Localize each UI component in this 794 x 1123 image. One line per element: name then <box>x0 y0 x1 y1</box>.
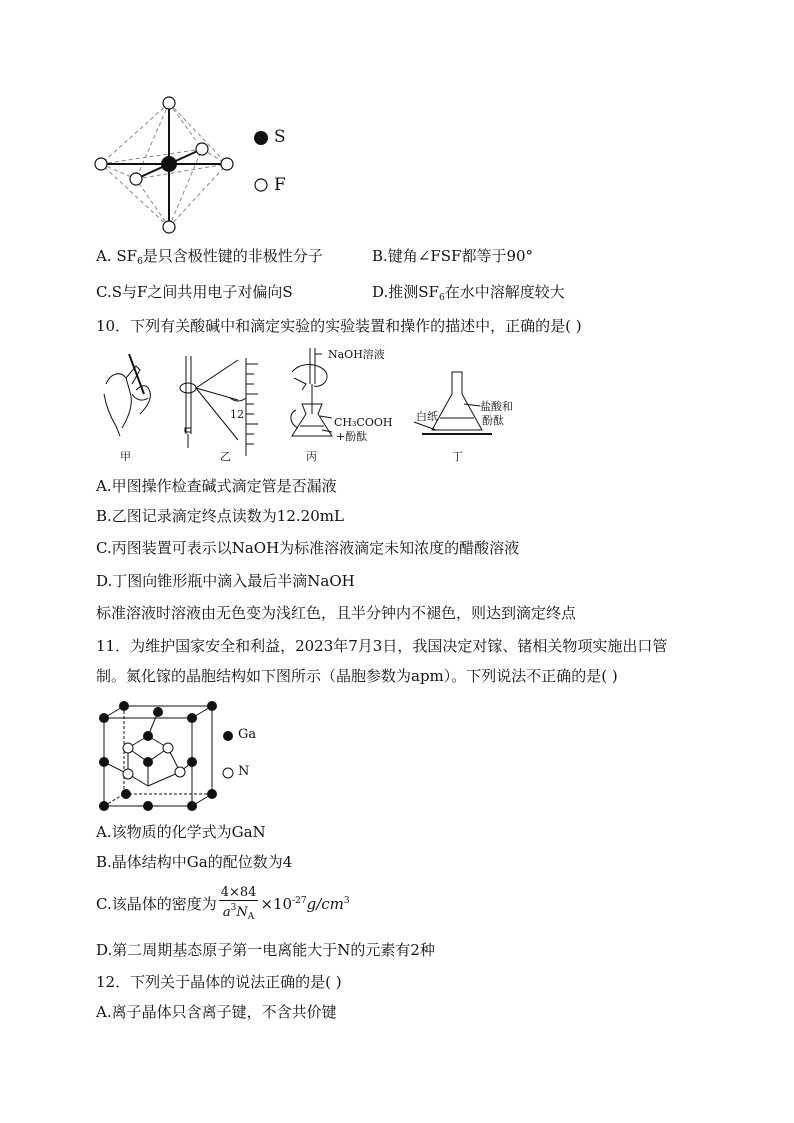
fig-label-ding: 丁 <box>452 450 463 463</box>
density-fraction: $\frac{4\times 84}{a^3N_A}$ <box>220 885 257 922</box>
fig-label-bing: 丙 <box>306 450 317 463</box>
q9-option-b[interactable]: B.键角∠FSF都等于90° <box>372 247 534 265</box>
sf6-octahedron-figure <box>90 90 240 240</box>
q9-option-a[interactable]: A. $SF_6$是只含极性键的非极性分子 <box>96 247 323 267</box>
legend-s-label: S <box>274 127 286 147</box>
q9-option-d[interactable]: D.推测$SF_6$在水中溶解度较大 <box>372 283 565 303</box>
q11-option-d[interactable]: D.第二周期基态原子第一电离能大于N的元素有2种 <box>96 941 435 959</box>
legend-ga-label: Ga <box>238 727 257 742</box>
fig-hcl-1: 盐酸和 <box>480 400 513 413</box>
legend-n-label: N <box>238 764 250 779</box>
fig-white-paper: 白纸 <box>416 410 438 423</box>
q9-option-c[interactable]: C.S与F之间共用电子对偏向S <box>96 283 293 301</box>
f-atom-legend-icon <box>254 178 268 192</box>
q11-option-a[interactable]: A.该物质的化学式为GaN <box>96 823 266 841</box>
fig-label-yi: 乙 <box>220 450 231 463</box>
q10-option-d[interactable]: D.丁图向锥形瓶中滴入最后半滴NaOH <box>96 572 355 590</box>
q11-stem-line1: 11．为维护国家安全和利益，2023年7月3日，我国决定对镓、锗相关物项实施出口管 <box>96 637 668 655</box>
q12-stem: 12．下列关于晶体的说法正确的是( ) <box>96 973 342 991</box>
legend-f-label: F <box>274 175 286 195</box>
fig-naoh: NaOH溶液 <box>328 348 385 361</box>
q12-option-a[interactable]: A.离子晶体只含离子键，不含共价键 <box>96 1003 337 1021</box>
q10-stem: 10．下列有关酸碱中和滴定实验的实验装置和操作的描述中，正确的是( ) <box>96 317 582 335</box>
q10-option-d-cont: 标准溶液时溶液由无色变为浅红色，且半分钟内不褪色，则达到滴定终点 <box>96 604 577 622</box>
fig-hcl-2: 酚酞 <box>482 414 504 427</box>
s-atom-legend-icon <box>253 130 269 146</box>
fig-reading: 12 <box>230 408 244 421</box>
q11-stem-line2: 制。氮化镓的晶胞结构如下图所示（晶胞参数为apm）。下列说法不正确的是( ) <box>96 667 618 685</box>
n-atom-legend-icon <box>222 767 234 779</box>
ga-atom-legend-icon <box>222 730 234 742</box>
q10-option-b[interactable]: B.乙图记录滴定终点读数为12.20mL <box>96 507 344 525</box>
fig-phenol: +酚酞 <box>336 430 368 443</box>
titration-figures <box>96 344 536 466</box>
fig-ch3cooh: CH₃COOH <box>334 416 393 429</box>
q10-option-c[interactable]: C.丙图装置可表示以NaOH为标准溶液滴定未知浓度的醋酸溶液 <box>96 539 520 557</box>
fig-label-jia: 甲 <box>120 450 131 463</box>
q11-option-c[interactable]: C.该晶体的密度为 $\frac{4\times 84}{a^3N_A}$ $\times 10^{-27}g/cm^3$ <box>96 885 350 922</box>
q10-option-a[interactable]: A.甲图操作检查碱式滴定管是否漏液 <box>96 477 337 495</box>
gan-unit-cell-figure <box>96 700 226 812</box>
q11-option-b[interactable]: B.晶体结构中Ga的配位数为4 <box>96 853 293 871</box>
